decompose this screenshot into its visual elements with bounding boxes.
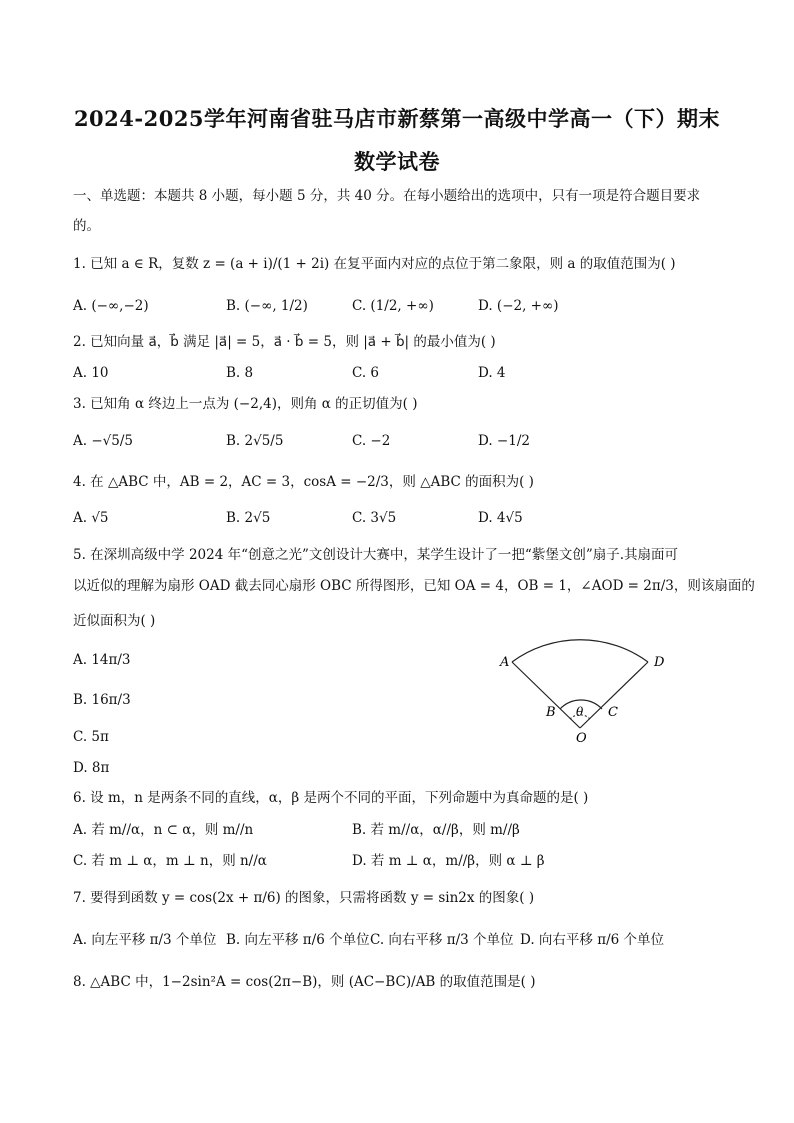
question-4-option-b: B. 2√5 [226,510,271,526]
question-7-option-d: D. 向右平移 π/6 个单位 [520,932,665,948]
question-5-stem-line1: 5. 在深圳高级中学 2024 年“创意之光”文创设计大赛中，某学生设计了一把“紫堡文创”扇子.其扇面可 [73,547,679,563]
label-b: B [546,705,556,720]
question-6-option-a: A. 若 m//α，n ⊂ α，则 m//n [73,822,254,838]
exam-title-line1: 2024-2025学年河南省驻马店市新蔡第一高级中学高一（下）期末 [73,106,721,131]
question-4-option-d: D. 4√5 [478,510,523,526]
outer-arc [512,640,648,662]
question-2-option-b: B. 8 [226,365,254,381]
label-theta: θ [576,705,584,719]
exam-title-line2: 数学试卷 [354,149,440,174]
question-2-option-c: C. 6 [352,365,380,381]
question-6-option-d: D. 若 m ⊥ α，m//β，则 α ⊥ β [352,853,545,869]
question-3-option-c: C. −2 [352,433,391,449]
fan-figure [490,620,690,750]
question-5-option-c: C. 5π [73,729,109,745]
question-7-option-c: C. 向右平移 π/3 个单位 [370,932,514,948]
question-3-stem: 3. 已知角 α 终边上一点为 (−2,4)，则角 α 的正切值为( ) [73,396,418,412]
question-6-option-b: B. 若 m//α，α//β，则 m//β [352,822,520,838]
section-heading-cont: 的。 [73,218,100,234]
question-1-stem: 1. 已知 a ∈ R，复数 z = (a + i)/(1 + 2i) 在复平面内对应的点位于第二象限，则 a 的取值范围为( ) [73,256,676,272]
question-8-stem: 8. △ABC 中，1−2sin²A = cos(2π−B)，则 (AC−BC)/AB 的取值范围是( ) [73,974,536,990]
question-7-stem: 7. 要得到函数 y = cos(2x + π/6) 的图象，只需将函数 y = sin2x 的图象( ) [73,890,535,906]
question-6-stem: 6. 设 m，n 是两条不同的直线，α，β 是两个不同的平面，下列命题中为真命题的是( ) [73,790,589,806]
question-7-option-b: B. 向左平移 π/6 个单位 [226,932,370,948]
label-o: O [576,731,587,746]
label-c: C [608,705,618,720]
question-5-stem-line2: 以近似的理解为扇形 OAD 截去同心扇形 OBC 所得图形，已知 OA = 4，OB = 1，∠AOD = 2π/3，则该扇面的 [73,578,755,594]
label-d: D [654,655,665,670]
question-6-option-c: C. 若 m ⊥ α，m ⊥ n，则 n//α [73,853,267,869]
question-5-option-a: A. 14π/3 [73,652,131,668]
question-1-option-c: C. (1/2, +∞) [352,298,434,314]
question-3-option-a: A. −√5/5 [73,433,133,449]
question-4-option-a: A. √5 [73,510,109,526]
question-4-stem: 4. 在 △ABC 中，AB = 2，AC = 3，cosA = −2/3，则 △ABC 的面积为( ) [73,474,534,490]
question-3-option-d: D. −1/2 [478,433,530,449]
question-5-stem-line3: 近似面积为( ) [73,613,156,629]
question-3-option-b: B. 2√5/5 [226,433,284,449]
question-2-option-d: D. 4 [478,365,506,381]
label-a: A [500,655,510,670]
question-7-option-a: A. 向左平移 π/3 个单位 [73,932,217,948]
question-2-stem: 2. 已知向量 a⃗，b⃗ 满足 |a⃗| = 5，a⃗ · b⃗ = 5，则 |a⃗ + b⃗| 的最小值为( ) [73,334,496,350]
question-2-option-a: A. 10 [73,365,109,381]
section-heading: 一、单选题：本题共 8 小题，每小题 5 分，共 40 分。在每小题给出的选项中，只有一项是符合题目要求 [73,188,701,204]
question-5-option-d: D. 8π [73,760,110,776]
question-1-option-d: D. (−2, +∞) [478,298,559,314]
question-5-option-b: B. 16π/3 [73,692,131,708]
question-1-option-a: A. (−∞,−2) [73,298,149,314]
question-1-option-b: B. (−∞, 1/2) [226,298,308,314]
question-4-option-c: C. 3√5 [352,510,397,526]
